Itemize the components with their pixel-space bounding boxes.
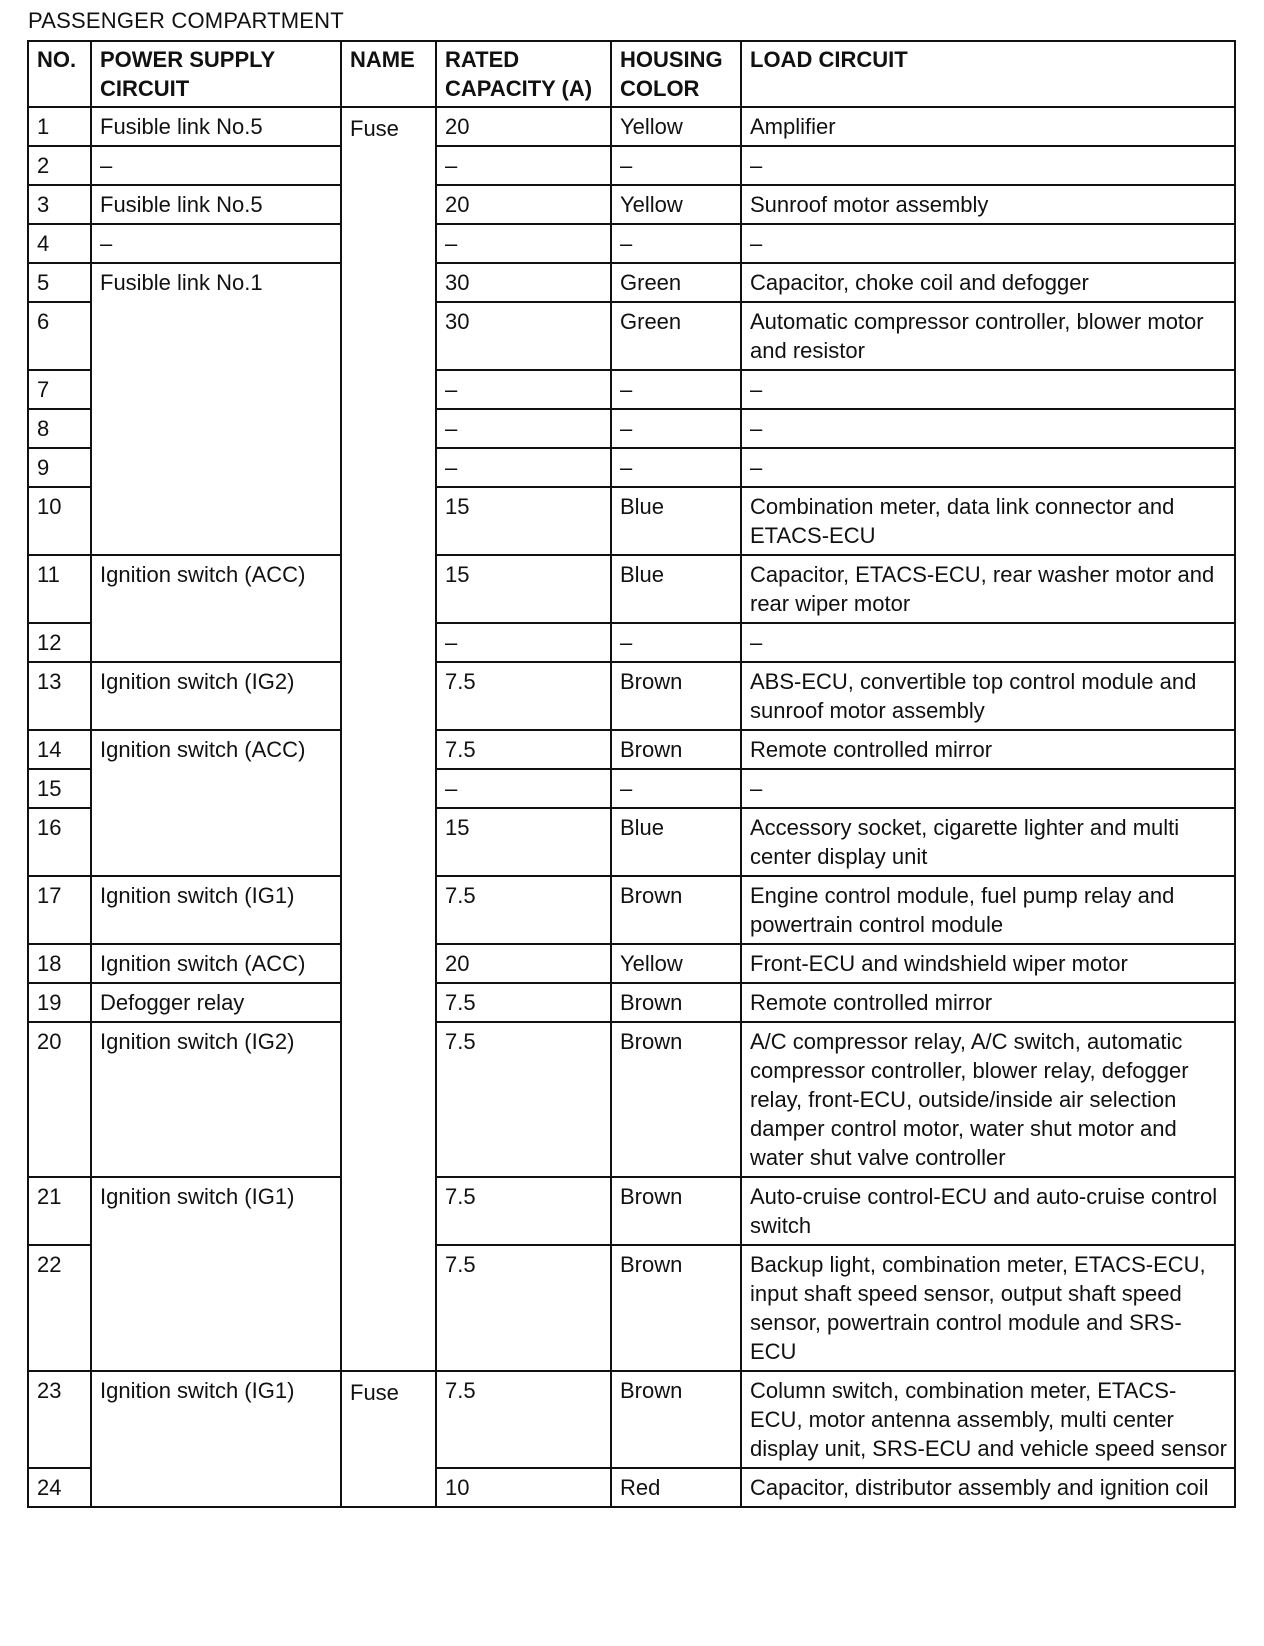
cell-rated-capacity: –	[436, 623, 611, 662]
cell-housing-color: Brown	[611, 876, 741, 944]
table-row	[28, 730, 1235, 769]
cell-rated-capacity: 15	[436, 487, 611, 555]
cell-housing-color: Green	[611, 263, 741, 302]
cell-load-circuit: Column switch, combination meter, ETACS-ECU, motor antenna assembly, multi center display unit, SRS-ECU and vehicle speed sensor	[741, 1371, 1235, 1468]
table-row	[28, 185, 1235, 224]
cell-load-circuit: Combination meter, data link connector and ETACS-ECU	[741, 487, 1235, 555]
table-row	[28, 1022, 1235, 1177]
cell-housing-color: Brown	[611, 730, 741, 769]
cell-load-circuit: –	[741, 370, 1235, 409]
header-rated-capacity: RATED CAPACITY (A)	[436, 41, 611, 107]
cell-rated-capacity: –	[436, 769, 611, 808]
cell-rated-capacity: 10	[436, 1468, 611, 1507]
table-row	[28, 983, 1235, 1022]
cell-no: 12	[28, 623, 91, 662]
cell-rated-capacity: –	[436, 146, 611, 185]
cell-housing-color: Blue	[611, 487, 741, 555]
cell-housing-color: –	[611, 370, 741, 409]
cell-power-supply-circuit: Ignition switch (ACC)	[91, 730, 341, 876]
cell-housing-color: Brown	[611, 1371, 741, 1468]
cell-load-circuit: Capacitor, ETACS-ECU, rear washer motor and rear wiper motor	[741, 555, 1235, 623]
cell-rated-capacity: 7.5	[436, 983, 611, 1022]
cell-no: 15	[28, 769, 91, 808]
cell-load-circuit: Capacitor, distributor assembly and ignition coil	[741, 1468, 1235, 1507]
cell-no: 20	[28, 1022, 91, 1177]
cell-no: 5	[28, 263, 91, 302]
cell-load-circuit: –	[741, 409, 1235, 448]
header-no: NO.	[28, 41, 91, 107]
cell-power-supply-circuit: Ignition switch (IG1)	[91, 876, 341, 944]
table-row	[28, 555, 1235, 623]
cell-housing-color: Blue	[611, 808, 741, 876]
cell-load-circuit: Remote controlled mirror	[741, 983, 1235, 1022]
table-row	[28, 107, 1235, 146]
cell-load-circuit: A/C compressor relay, A/C switch, automatic compressor controller, blower relay, defogger relay, front-ECU, outside/inside air selection damper control motor, water shut motor and water shut valve controller	[741, 1022, 1235, 1177]
header-housing-color: HOUSING COLOR	[611, 41, 741, 107]
cell-rated-capacity: –	[436, 409, 611, 448]
cell-power-supply-circuit: Ignition switch (IG1)	[91, 1177, 341, 1371]
cell-housing-color: Brown	[611, 662, 741, 730]
cell-housing-color: Yellow	[611, 185, 741, 224]
cell-rated-capacity: –	[436, 224, 611, 263]
cell-no: 24	[28, 1468, 91, 1507]
table-row	[28, 662, 1235, 730]
cell-load-circuit: Sunroof motor assembly	[741, 185, 1235, 224]
cell-rated-capacity: –	[436, 448, 611, 487]
cell-no: 22	[28, 1245, 91, 1371]
cell-rated-capacity: 7.5	[436, 1371, 611, 1468]
cell-rated-capacity: 7.5	[436, 662, 611, 730]
cell-power-supply-circuit: Fusible link No.5	[91, 185, 341, 224]
cell-rated-capacity: 7.5	[436, 1022, 611, 1177]
cell-load-circuit: –	[741, 448, 1235, 487]
cell-power-supply-circuit: Ignition switch (IG2)	[91, 662, 341, 730]
cell-rated-capacity: 30	[436, 302, 611, 370]
cell-name: Fuse	[341, 1371, 436, 1507]
cell-power-supply-circuit: Ignition switch (ACC)	[91, 944, 341, 983]
cell-rated-capacity: 7.5	[436, 730, 611, 769]
cell-power-supply-circuit: Ignition switch (ACC)	[91, 555, 341, 662]
cell-power-supply-circuit: Fusible link No.1	[91, 263, 341, 555]
header-name: NAME	[341, 41, 436, 107]
cell-housing-color: Blue	[611, 555, 741, 623]
table-row	[28, 263, 1235, 302]
cell-load-circuit: Front-ECU and windshield wiper motor	[741, 944, 1235, 983]
cell-no: 14	[28, 730, 91, 769]
cell-no: 1	[28, 107, 91, 146]
table-row	[28, 1371, 1235, 1468]
cell-no: 11	[28, 555, 91, 623]
cell-housing-color: –	[611, 623, 741, 662]
cell-load-circuit: Backup light, combination meter, ETACS-ECU, input shaft speed sensor, output shaft speed sensor, powertrain control module and SRS-ECU	[741, 1245, 1235, 1371]
table-row	[28, 944, 1235, 983]
header-row	[28, 41, 1235, 107]
cell-housing-color: Brown	[611, 983, 741, 1022]
cell-load-circuit: Amplifier	[741, 107, 1235, 146]
table-row	[28, 1177, 1235, 1245]
cell-no: 16	[28, 808, 91, 876]
cell-load-circuit: Automatic compressor controller, blower motor and resistor	[741, 302, 1235, 370]
cell-no: 13	[28, 662, 91, 730]
cell-housing-color: Brown	[611, 1245, 741, 1371]
cell-no: 10	[28, 487, 91, 555]
cell-rated-capacity: 15	[436, 808, 611, 876]
table-row	[28, 146, 1235, 185]
cell-load-circuit: Auto-cruise control-ECU and auto-cruise control switch	[741, 1177, 1235, 1245]
cell-power-supply-circuit: –	[91, 146, 341, 185]
table-row	[28, 876, 1235, 944]
cell-housing-color: –	[611, 146, 741, 185]
cell-no: 4	[28, 224, 91, 263]
cell-no: 21	[28, 1177, 91, 1245]
cell-no: 7	[28, 370, 91, 409]
cell-load-circuit: Remote controlled mirror	[741, 730, 1235, 769]
header-power-supply-circuit: POWER SUPPLY CIRCUIT	[91, 41, 341, 107]
cell-housing-color: –	[611, 409, 741, 448]
cell-rated-capacity: 20	[436, 944, 611, 983]
fuse-table-body	[28, 107, 1235, 1507]
cell-no: 23	[28, 1371, 91, 1468]
cell-load-circuit: –	[741, 769, 1235, 808]
cell-power-supply-circuit: Ignition switch (IG1)	[91, 1371, 341, 1507]
cell-name: Fuse	[341, 107, 436, 1371]
cell-housing-color: Brown	[611, 1022, 741, 1177]
table-row	[28, 224, 1235, 263]
cell-housing-color: –	[611, 224, 741, 263]
cell-no: 18	[28, 944, 91, 983]
cell-housing-color: –	[611, 448, 741, 487]
cell-load-circuit: –	[741, 146, 1235, 185]
cell-no: 17	[28, 876, 91, 944]
cell-power-supply-circuit: Fusible link No.5	[91, 107, 341, 146]
cell-no: 9	[28, 448, 91, 487]
cell-no: 6	[28, 302, 91, 370]
cell-rated-capacity: 30	[436, 263, 611, 302]
cell-rated-capacity: 15	[436, 555, 611, 623]
cell-rated-capacity: 7.5	[436, 1177, 611, 1245]
cell-load-circuit: Accessory socket, cigarette lighter and multi center display unit	[741, 808, 1235, 876]
cell-no: 19	[28, 983, 91, 1022]
cell-load-circuit: Engine control module, fuel pump relay and powertrain control module	[741, 876, 1235, 944]
cell-power-supply-circuit: Ignition switch (IG2)	[91, 1022, 341, 1177]
cell-rated-capacity: 20	[436, 185, 611, 224]
fuse-table	[27, 40, 1236, 1508]
cell-load-circuit: –	[741, 224, 1235, 263]
cell-no: 2	[28, 146, 91, 185]
cell-rated-capacity: 20	[436, 107, 611, 146]
cell-power-supply-circuit: –	[91, 224, 341, 263]
cell-rated-capacity: 7.5	[436, 876, 611, 944]
cell-load-circuit: ABS-ECU, convertible top control module and sunroof motor assembly	[741, 662, 1235, 730]
page-caption: PASSENGER COMPARTMENT	[28, 8, 344, 33]
cell-housing-color: Brown	[611, 1177, 741, 1245]
cell-load-circuit: Capacitor, choke coil and defogger	[741, 263, 1235, 302]
cell-housing-color: Green	[611, 302, 741, 370]
cell-housing-color: –	[611, 769, 741, 808]
cell-rated-capacity: 7.5	[436, 1245, 611, 1371]
cell-housing-color: Yellow	[611, 107, 741, 146]
header-load-circuit: LOAD CIRCUIT	[741, 41, 1235, 107]
cell-rated-capacity: –	[436, 370, 611, 409]
cell-no: 3	[28, 185, 91, 224]
cell-no: 8	[28, 409, 91, 448]
cell-power-supply-circuit: Defogger relay	[91, 983, 341, 1022]
cell-load-circuit: –	[741, 623, 1235, 662]
cell-housing-color: Red	[611, 1468, 741, 1507]
cell-housing-color: Yellow	[611, 944, 741, 983]
